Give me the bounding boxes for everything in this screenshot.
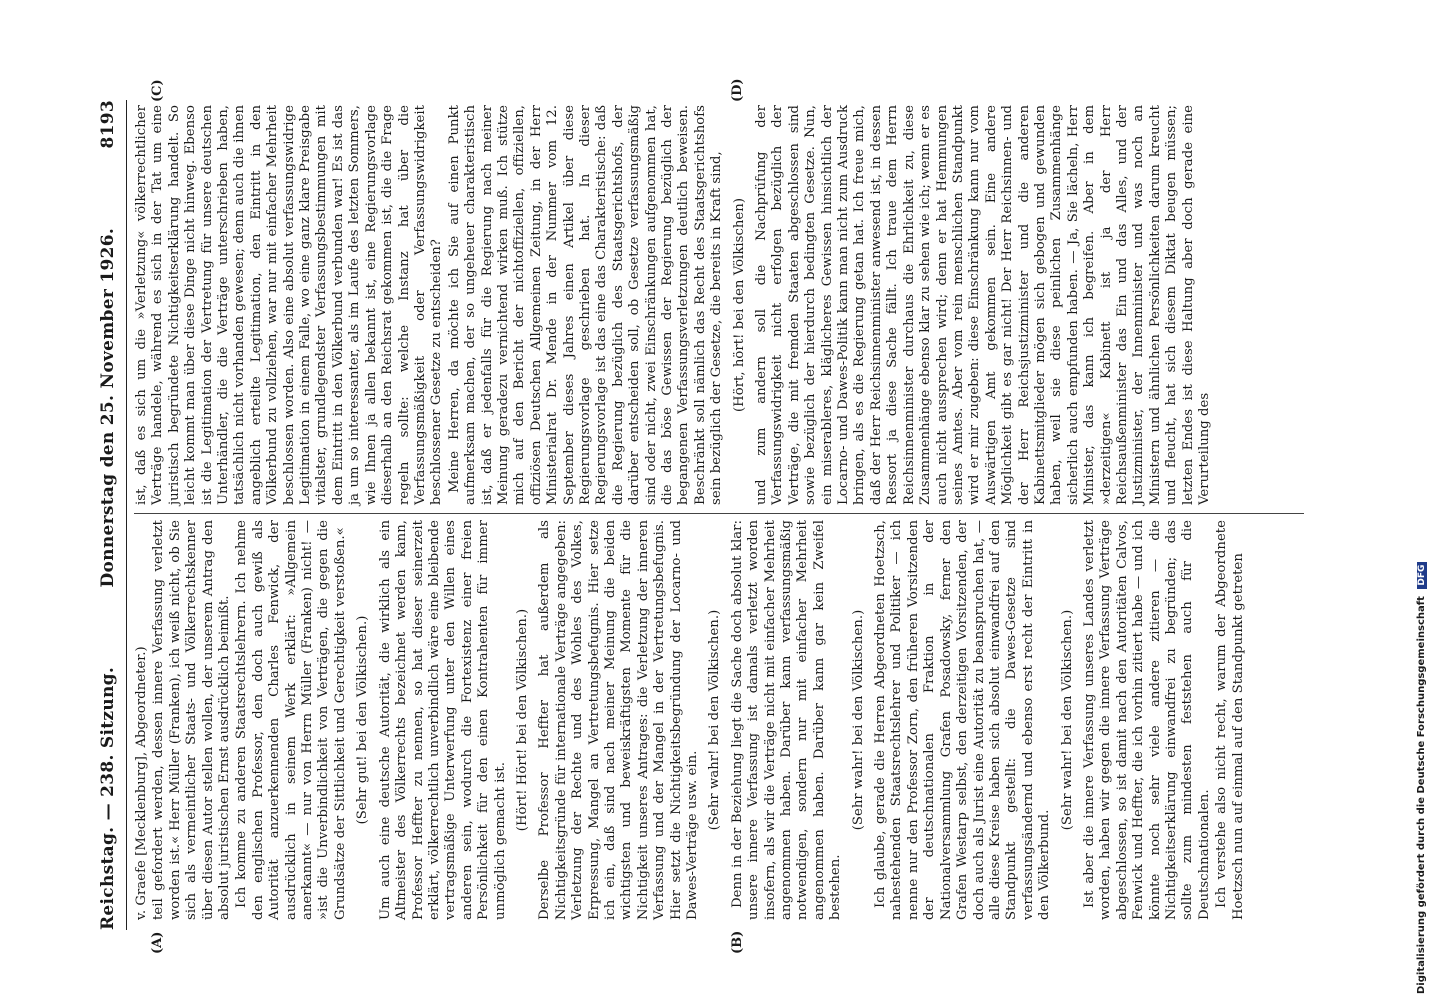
header-left: Reichstag. — 238. Sitzung. <box>98 666 118 930</box>
header-center: Donnerstag den 25. November 1926. <box>98 227 118 588</box>
paragraph: v. Graefe [Mecklenburg], Abgeordneter.) <box>134 646 149 920</box>
right-column <box>134 105 1214 505</box>
column-divider <box>134 513 1304 514</box>
paragraph: Denn in der Beziehung liegt die Sache doch absolut klar: unsere innere Verfassung ist damals verletzt worden insofern, als wir die Verträge nicht mit einfacher Mehrheit angenommen haben. Darüber kann verfassungsmäßig notwendigen, sondern nur mit einfacher Mehrheit angenommen haben. Darüber kann gar kein Zweifel bestehen. <box>729 520 844 920</box>
paragraph: Ich verstehe also nicht recht, warum der Abgeordnete Hoetzsch nun auf einmal auf den Standpunkt getreten <box>1214 520 1246 920</box>
paragraph: Ich komme zu anderen Staatsrechtslehrern. Ich nehme den englischen Professor, den doch auch gewiß als Autorität anzuerkennenden Charles Fenwick, der ausdrücklich in seinem Werk erklärt: »Allgemein anerkannt« — nur von Herrn Müller (Franken) nicht! — »ist die Unverbindlichkeit von Verträgen, die gegen die Grundsätze der Sittlichkeit und Gerechtigkeit verstoßen.« <box>234 520 348 920</box>
page-number: 8193 <box>98 100 118 149</box>
scanned-page <box>90 80 1320 960</box>
paragraph: teil gefordert werden, dessen innere Verfassung verletzt worden ist.« Herr Müller (Franken), ich weiß nicht, ob Sie sich als vermeintlicher Staats- und Völkerrechtskenner über diesen Autor stellen wollen, der unserem Antrag den absolut juristischen Ernst ausdrücklich beimißt. <box>151 520 233 920</box>
left-column <box>134 520 1248 920</box>
interjection: (Sehr wahr! bei den Völkischen.) <box>1059 609 1075 831</box>
paragraph: Meine Herren, da möchte ich Sie auf einen Punkt aufmerksam machen, der so ungeheuer charakteristisch ist, daß er jedenfalls für die Regierung nach meiner Meinung geradezu vernichtend wirken muß. Ich stütze mich auf den Bericht der nichtoffiziellen, offiziellen, offiziösen Deutschen Allgemeinen Zeitung, in der Herr Ministerialrat Dr. Mende in der Nummer vom 12. September dieses Jahres einen Artikel über diese Regierungsvorlage geschrieben hat. In dieser Regierungsvorlage ist das eine das Charakteristische: daß die Regierung bezüglich des Staatsgerichtshofs, der darüber entscheiden soll, ob Gesetze verfassungsmäßig sind oder nicht, zwei Einschränkungen aufgenommen hat, die das böse Gewissen der Regierung bezüglich der begangenen Verfassungsverletzungen deutlich beweisen. Beschränkt soll nämlich das Recht des Staatsgerichtshofs sein bezüglich der Gesetze, die bereits in Kraft sind, <box>446 105 725 505</box>
paragraph: Ist aber die innere Verfassung unseres Landes verletzt worden, haben wir gegen die innere Verfassung Verträge abgeschlossen, so ist damit nach den Autoritäten Calvos, Fenwick und Heffter, die ich vorhin zitiert habe — und ich könnte noch sehr viele andere zitieren — die Nichtigkeitserklärung einwandfrei zu begründen; das sollte zum mindesten feststehen auch für die Deutschnationalen. <box>1081 520 1212 920</box>
paragraph: Ich glaube, gerade die Herren Abgeordneten Hoetzsch, nahestehenden Staatsrechtslehrer und Politiker — ich nenne nur den Professor Zorn, den früheren Vorsitzenden der deutschnationalen Fraktion in der Nationalversammlung Grafen Posadowsky, ferner den Grafen Westarp selbst, den derzeitigen Vorsitzenden, der doch auch als Jurist eine Autorität zu beanspruchen hat, — alle diese Kreise haben sich absolut einwandfrei auf den Standpunkt gestellt: die Dawes-Gesetze sind verfassungsändernd und ebenso erst recht der Eintritt in den Völkerbund. <box>873 520 1053 920</box>
margin-marker-d: (D) <box>730 78 745 102</box>
interjection: (Hört, hört! bei den Völkischen) <box>731 197 747 413</box>
side-note-text: Digitalisierung gefördert durch die Deutsche Forschungsgemeinschaft <box>1416 596 1427 994</box>
interjection: (Sehr wahr! bei den Völkischen.) <box>850 609 866 831</box>
paragraph: und zum andern soll die Nachprüfung der Verfassungswidrigkeit nicht erfolgen bezüglich der Verträge, die mit fremden Staaten abgeschlossen sind sowie bezüglich der hierdurch bedingten Gesetze. Nun, ein miserableres, kläglicheres Gewissen hinsichtlich der Locarno- und Dawes-Politik kann man nicht zum Ausdruck bringen, als es die Regierung getan hat. Ich freue mich, daß der Herr Reichsinnenminister anwesend ist, in dessen Ressort ja diese Sache fällt. Ich traue dem Herrn Reichsinnenminister durchaus die Ehrlichkeit zu, diese Zusammenhänge ebenso klar zu sehen wie ich; wenn er es auch nicht aussprechen wird; denn er hat Hemmungen seines Amtes. Aber vom rein menschlichen Standpunkt wird er mir zugeben: diese Einschränkung kann nur vom Auswärtigen Amt gekommen sein. Eine andere Möglichkeit gibt es gar nicht! Der Herr Reichsinnen- und der Herr Reichsjustizminister und die anderen Kabinettsmitglieder mögen sich gebogen und gewunden haben, weil sie diese peinlichen Zusammenhänge sicherlich auch empfunden haben. — Ja, Sie lächeln, Herr Minister, das kann ich begreifen. Aber in dem »derzeitigen« Kabinett ist ja der Herr Reichsaußenminister das Ein und das Alles, und der Justizminister, der Innenminister und was noch an Ministern und ähnlichen Persönlichkeiten darum kreucht und fleucht, hat sich diesem Diktat beugen müssen; letzten Endes ist diese Haltung aber doch gerade eine Verurteilung des <box>754 105 1212 505</box>
paragraph: Um auch eine deutsche Autorität, die wirklich als ein Altmeister des Völkerrechts bezeichnet werden kann, Professor Heffter zu nennen, so hat dieser seinerzeit erklärt, völkerrechtlich unverbindlich wäre eine bleibende vertragsmäßige Unterwerfung unter den Willen eines anderen sein, wodurch die Fortexistenz einer freien Persönlichkeit für den einen Kontrahenten für immer unmöglich gemacht ist. <box>377 520 508 920</box>
paragraph: Derselbe Professor Heffter hat außerdem als Nichtigkeitsgründe für internationale Verträge angegeben: Verletzung der Rechte und des Wohles des Volkes, Erpressung, Mangel an Vertretungsbefugnis. Hier setze ich ein, daß sind nach meiner Meinung die beiden wichtigsten und beweiskräftigsten Momente für die Nichtigkeit unseres Antrages: die Verletzung der inneren Verfassung und der Mangel in der Vertretungsbefugnis. Hier setzt die Nichtigkeitsbegründung der Locarno- und Dawes-Verträge usw. ein. <box>537 520 700 920</box>
page-header <box>98 100 124 930</box>
paragraph: ist, daß es sich um die »Verletzung« völkerrechtlicher Verträge handele, während es sich in der Tat um eine juristisch begründete Nichtigkeitserklärung handelt. So leicht kommt man über diese Dinge nicht hinweg. Ebenso ist die Legitimation der Vertretung für unsere deutschen Unterhändler, die die Verträge unterschrieben haben, tatsächlich nicht vorhanden gewesen; denn auch die ihnen angeblich erteilte Legitimation, den Eintritt in den Völkerbund zu vollziehen, war nur mit einfacher Mehrheit beschlossen worden. Also eine absolut verfassungswidrige Legitimation in einem Falle, wo eine ganz klare Preisgabe vitalster, grundlegendster Verfassungsbestimmungen mit dem Eintritt in den Völkerbund verbunden war! Es ist das ja um so interessanter, als im Laufe des letzten Sommers, wie Ihnen ja allen bekannt ist, eine Regierungsvorlage dieserhalb an den Reichsrat gekommen ist, die die Frage regeln sollte: welche Instanz hat über die Verfassungsmäßigkeit oder Verfassungswidrigkeit beschlossener Gesetze zu entscheiden? <box>134 105 445 505</box>
interjection: (Sehr gut! bei den Völkischen.) <box>355 615 371 825</box>
header-rule <box>126 100 127 930</box>
margin-marker-c: (C) <box>150 79 165 102</box>
interjection: (Hört! Hört! bei den Völkischen.) <box>514 608 530 832</box>
interjection: (Sehr wahr! bei den Völkischen.) <box>707 609 723 831</box>
rotated-page-content <box>90 80 1320 960</box>
margin-marker-b: (B) <box>730 930 745 954</box>
margin-marker-a: (A) <box>150 931 165 954</box>
dfg-logo: DFG <box>1417 562 1427 589</box>
side-note <box>1416 14 1430 994</box>
